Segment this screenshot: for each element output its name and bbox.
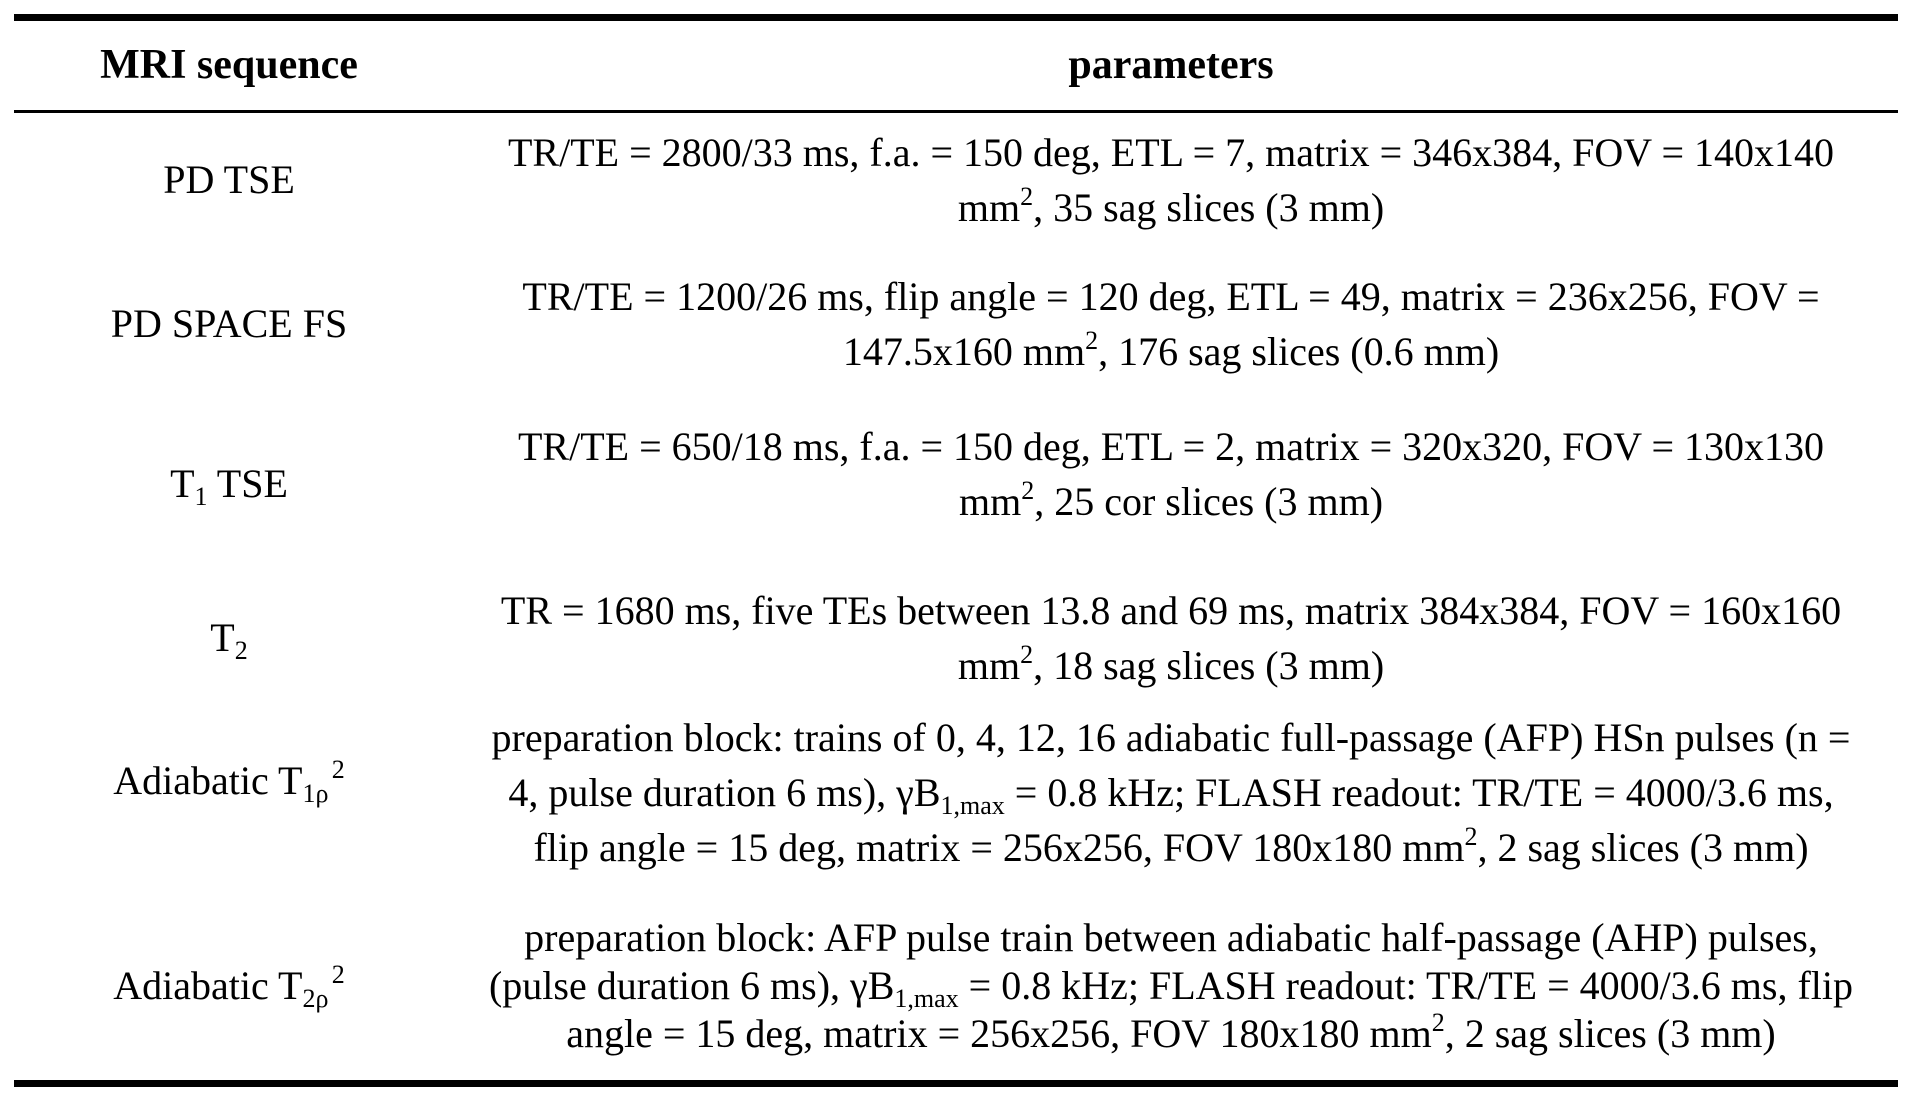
parameter-line: TR = 1680 ms, five TEs between 13.8 and 69 ms, matrix 384x384, FOV = 160x160 bbox=[500, 588, 1842, 633]
header-mri-sequence: MRI sequence bbox=[100, 42, 358, 88]
parameter-line: 147.5x160 $mm^2$, 176 sag slices (0.6 mm) bbox=[842, 326, 1500, 374]
header-parameters: parameters bbox=[1068, 42, 1274, 88]
sequence-parameters bbox=[444, 125, 1898, 235]
sequence-name: $T_1$ TSE bbox=[170, 461, 288, 511]
sequence-parameters bbox=[444, 710, 1898, 875]
parameter-line: flip angle = 15 deg, matrix = 256x256, FOV 180x180 $mm^2$, 2 sag slices (3 mm) bbox=[533, 822, 1809, 870]
sequence-name: Adiabatic $T_{1\rho}$ $^2$ bbox=[113, 754, 345, 808]
parameter-line: preparation block: trains of 0, 4, 12, 16 adiabatic full-passage (AFP) HSn pulses (n = bbox=[491, 715, 1851, 760]
parameter-line: TR/TE = 2800/33 ms, f.a. = 150 deg, ETL = 7, matrix = 346x384, FOV = 140x140 bbox=[507, 130, 1835, 175]
parameter-line: angle = 15 deg, matrix = 256x256, FOV 180x180 $mm^2$, 2 sag slices (3 mm) bbox=[566, 1008, 1776, 1056]
table-row bbox=[14, 418, 1898, 530]
parameter-line: $mm^2$, 18 sag slices (3 mm) bbox=[957, 640, 1385, 688]
sequence-parameters bbox=[444, 583, 1898, 693]
parameter-line: (pulse duration 6 ms), $\gamma B_{1,max} = 0.8$ kHz; FLASH readout: TR/TE = 4000/3.6 ms, flip bbox=[488, 963, 1854, 1013]
table-row bbox=[14, 130, 1898, 230]
sequence-name: Adiabatic $T_{2\rho}$ $^2$ bbox=[113, 960, 345, 1013]
sequence-parameters bbox=[444, 419, 1898, 529]
parameter-line: preparation block: AFP pulse train between adiabatic half-passage (AHP) pulses, bbox=[524, 915, 1818, 960]
parameter-line: TR/TE = 650/18 ms, f.a. = 150 deg, ETL = 2, matrix = 320x320, FOV = 130x130 bbox=[517, 424, 1825, 469]
sequence-parameters bbox=[444, 269, 1898, 379]
table-header-rule bbox=[14, 110, 1898, 113]
parameter-line: 4, pulse duration 6 ms), $\gamma B_{1,max} = 0.8$ kHz; FLASH readout: TR/TE = 4000/3.6 ms, bbox=[508, 770, 1834, 820]
table-row bbox=[14, 588, 1898, 688]
table-row bbox=[14, 268, 1898, 380]
sequence-name: PD SPACE FS bbox=[110, 301, 348, 346]
sequence-name: $T_2$ bbox=[210, 615, 248, 665]
sequence-parameters bbox=[444, 914, 1898, 1058]
table-row bbox=[14, 710, 1898, 875]
table-row bbox=[14, 912, 1898, 1060]
table-bottom-rule bbox=[14, 1080, 1898, 1087]
table-top-rule bbox=[14, 14, 1898, 21]
parameter-line: $mm^2$, 35 sag slices (3 mm) bbox=[957, 182, 1385, 230]
parameter-line: TR/TE = 1200/26 ms, flip angle = 120 deg, ETL = 49, matrix = 236x256, FOV = bbox=[522, 274, 1820, 319]
parameter-line: $mm^2$, 25 cor slices (3 mm) bbox=[958, 476, 1384, 524]
sequence-name: PD TSE bbox=[163, 157, 295, 202]
